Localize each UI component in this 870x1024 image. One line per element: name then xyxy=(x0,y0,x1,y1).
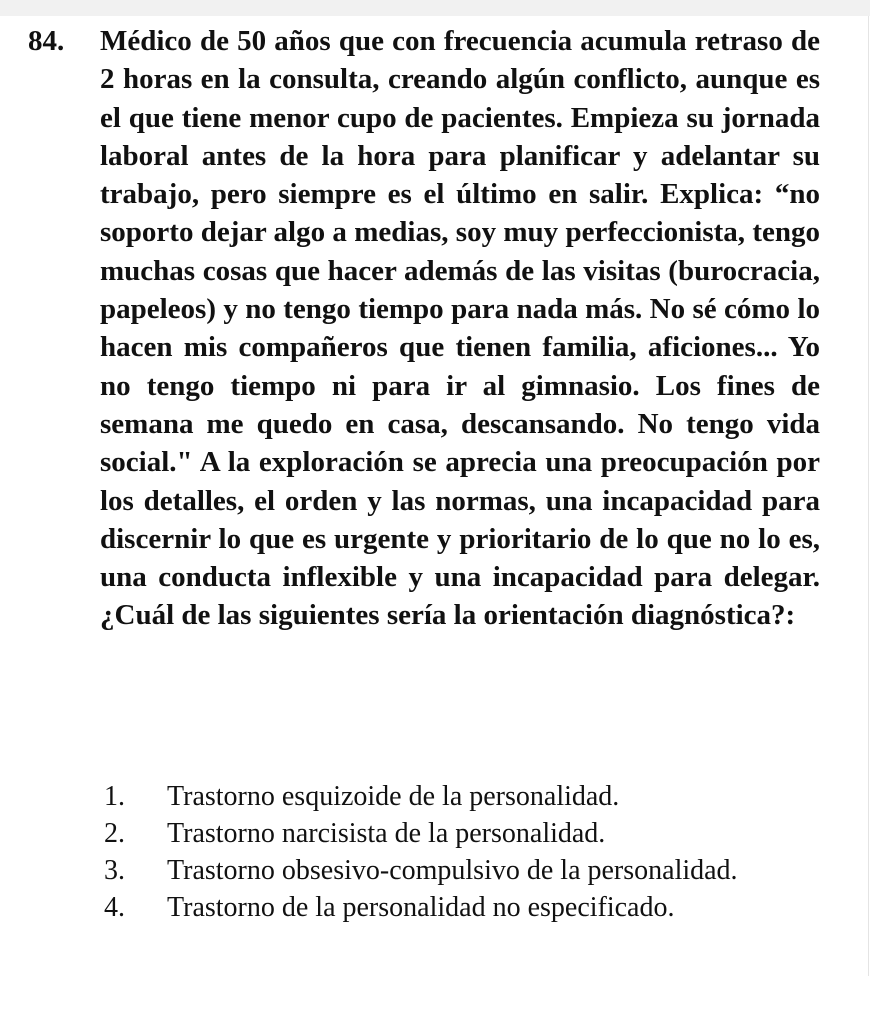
answer-option-4[interactable] xyxy=(104,889,816,926)
answer-option-number: 2. xyxy=(104,818,125,849)
answer-option-text: Trastorno narcisista de la personalidad. xyxy=(167,818,606,849)
answer-option-text: Trastorno esquizoide de la personalidad. xyxy=(167,781,620,812)
answer-option-text: Trastorno obsesivo-compulsivo de la personalidad. xyxy=(167,855,738,886)
question-block xyxy=(28,22,820,635)
answer-option-number: 3. xyxy=(104,855,125,886)
top-band xyxy=(0,0,870,16)
answer-option-3[interactable] xyxy=(104,852,816,889)
answer-option-number: 4. xyxy=(104,892,125,923)
question-number: 84. xyxy=(28,25,65,57)
question-stem: Médico de 50 años que con frecuencia acumula retraso de 2 horas en la consulta, creando algún conflicto, aunque es el que tiene menor cupo de pacientes. Empieza su jornada laboral antes de la hora para planificar y adelantar su trabajo, pero siempre es el último en salir. Explica: “no soporto dejar algo a medias, soy muy perfeccionista, tengo muchas cosas que hacer además de las visitas (burocracia, papeleos) y no tengo tiempo para nada más. No sé cómo lo hacen mis compañeros que tienen familia, aficiones... Yo no tengo tiempo ni para ir al gimnasio. Los fines de semana me quedo en casa, descansando. No tengo vida social." A la exploración se aprecia una preocupación por los detalles, el orden y las normas, una incapacidad para discernir lo que es urgente y prioritario de lo que no lo es, una conducta inflexible y una incapacidad para delegar. ¿Cuál de las siguientes sería la orientación diagnóstica?: xyxy=(100,25,820,632)
page-edge-divider xyxy=(868,16,869,976)
answer-option-1[interactable] xyxy=(104,778,816,815)
answer-option-text: Trastorno de la personalidad no especificado. xyxy=(167,892,675,923)
answer-option-number: 1. xyxy=(104,781,125,812)
answer-option-2[interactable] xyxy=(104,815,816,852)
answer-options-list xyxy=(104,778,816,926)
